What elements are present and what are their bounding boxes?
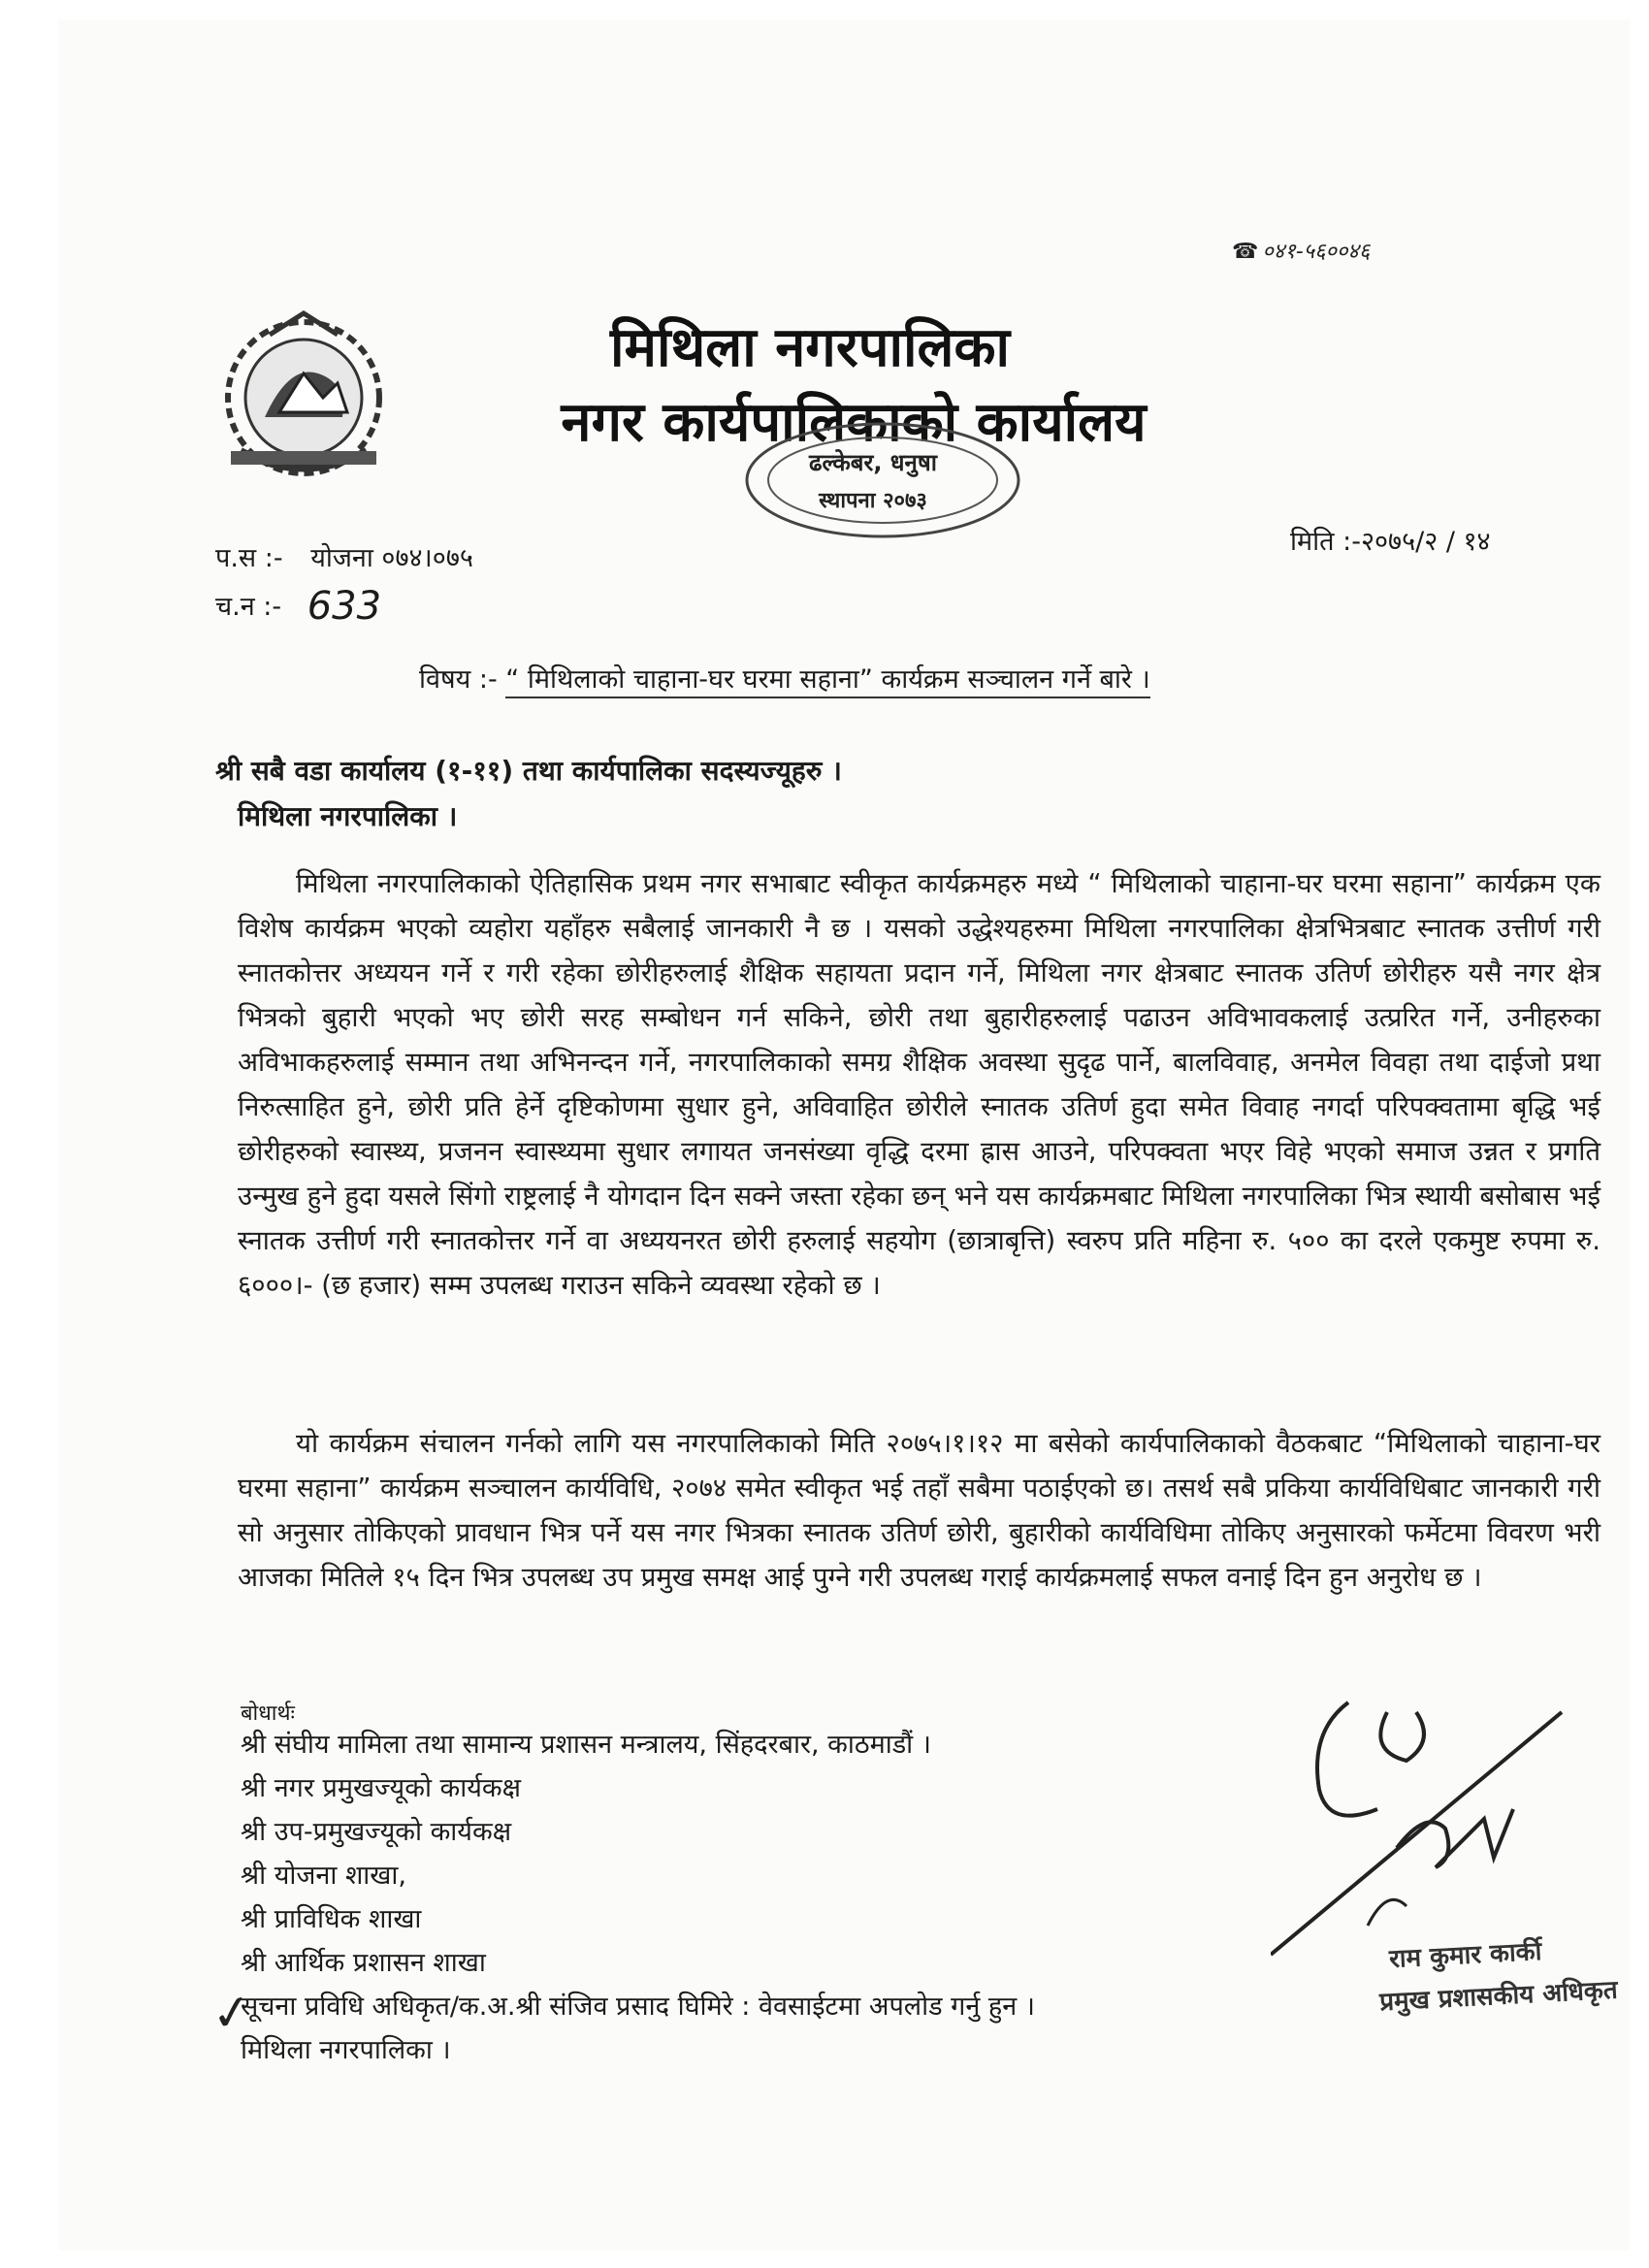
office-title-line2: नगर कार्यपालिकाको कार्यालय	[561, 391, 1147, 454]
chalani-value: 633	[307, 584, 382, 629]
checkmark-icon: ✓	[208, 1982, 256, 2044]
signatory-title-stamp: प्रमुख प्रशासकीय अधिकृत	[1378, 1975, 1619, 2018]
signatory-name-stamp: राम कुमार कार्की	[1388, 1936, 1543, 1975]
bodhartha-label: बोधार्थः	[241, 1701, 295, 1726]
body-paragraph-1: मिथिला नगरपालिकाको ऐतिहासिक प्रथम नगर सभाबाट स्वीकृत कार्यक्रमहरु मध्ये “ मिथिलाको चाहाना-घर घरमा सहाना” कार्यक्रम एक विशेष कार्यक्रम भएको व्यहोरा यहाँहरु सबैलाई जानकारी नै छ । यसको उद्धेश्यहरुमा मिथिला नगरपालिका क्षेत्रभित्रबाट स्नातक उत्तीर्ण गरी स्नातकोत्तर अध्ययन गर्ने र गरी रहेका छोरीहरुलाई शैक्षिक सहायता प्रदान गर्ने, मिथिला नगर क्षेत्रबाट स्नातक उतिर्ण छोरीहरु यसै नगर क्षेत्र भित्रको बुहारी भएको भए छोरी सरह सम्बोधन गर्न सकिने, छोरी तथा बुहारीहरुलाई पढाउन अविभावकलाई उत्प्ररित गर्ने, उनीहरुका अविभाकहरुलाई सम्मान तथा अभिनन्दन गर्ने, नगरपालिकाको समग्र शैक्षिक अवस्था सुदृढ पार्ने, बालविवाह, अनमेल विवहा तथा दाईजो प्रथा निरुत्साहित हुने, छोरी प्रति हेर्ने दृष्टिकोणमा सुधार हुने, अविवाहित छोरीले स्नातक उतिर्ण हुदा समेत विवाह नगर्दा परिपक्वतामा बृद्धि भई छोरीहरुको स्वास्थ्य, प्रजनन स्वास्थ्यमा सुधार लगायत जनसंख्या वृद्धि दरमा ह्रास आउने, परिपक्वता भएर विहे भएको समाज उन्नत र प्रगति उन्मुख हुने हुदा यसले सिंगो राष्ट्रलाई नै योगदान दिन सक्ने जस्ता रहेका छन् भने यस कार्यक्रमबाट मिथिला नगरपालिका भित्र स्थायी बसोबास भई स्नातक उत्तीर्ण गरी स्नातकोत्तर गर्ने वा अध्ययनरत छोरी हरुलाई सहयोग (छात्राबृत्ति) स्वरुप प्रति महिना रु. ५०० का दरले एकमुष्ट रुपमा रु. ६०००।- (छ हजार) सम्म उपलब्ध गराउन सकिने व्यवस्था रहेको छ ।	[238, 868, 1600, 1301]
cc-item: श्री प्राविधिक शाखा	[241, 1904, 422, 1934]
letter-date: मिति :-२०७५/२ / १४	[1290, 527, 1491, 557]
handwritten-signature	[1271, 1673, 1571, 1964]
patra-sankhya-value: योजना ०७४।०७५	[310, 543, 473, 573]
subject-text: “ मिथिलाको चाहाना-घर घरमा सहाना” कार्यक्रम सञ्चालन गर्ने बारे ।	[505, 664, 1150, 698]
chalani-number	[215, 580, 382, 629]
body-paragraph-2: यो कार्यक्रम संचालन गर्नको लागि यस नगरपालिकाको मिति २०७५।१।१२ मा बसेको कार्यपालिकाको वैठकबाट “मिथिलाको चाहाना-घर घरमा सहाना” कार्यक्रम सञ्चालन कार्यविधि, २०७४ समेत स्वीकृत भई तहाँ सबैमा पठाईएको छ। तसर्थ सबै प्रकिया कार्यविधिबाट जानकारी गरी सो अनुसार तोकिएको प्रावधान भित्र पर्ने यस नगर भित्रका स्नातक उतिर्ण छोरी, बुहारीको कार्यविधिमा तोकिए अनुसारको फर्मेटमा विवरण भरी आजका मितिले १५ दिन भित्र उपलब्ध उप प्रमुख समक्ष आई पुग्ने गरी उपलब्ध गराई कार्यक्रमलाई सफल वनाई दिन हुन अनुरोध छ ।	[238, 1428, 1600, 1593]
cc-item: श्री योजना शाखा,	[241, 1861, 406, 1891]
patra-sankhya-label: प.स :-	[215, 543, 283, 573]
stamp-established: स्थापना २०७३	[819, 489, 927, 513]
office-stamp-seal	[737, 417, 1028, 543]
phone-number	[1232, 236, 1370, 265]
telephone-icon: ☎	[1232, 240, 1259, 264]
addressee-line1: श्री सबै वडा कार्यालय (१-११) तथा कार्यपालिका सदस्यज्यूहरु ।	[215, 755, 842, 787]
cc-item: मिथिला नगरपालिका ।	[241, 2035, 451, 2065]
cc-item: श्री आर्थिक प्रशासन शाखा	[241, 1948, 486, 1978]
stamp-location: ढल्केबर, धनुषा	[809, 449, 937, 476]
patra-sankhya	[215, 538, 473, 574]
addressee-line2: मिथिला नगरपालिका ।	[238, 800, 458, 832]
subject-label: विषय :-	[419, 664, 498, 695]
office-title-line1: मिथिला नगरपालिका	[609, 316, 1011, 379]
phone-number-text: ०४१-५६००४६	[1262, 240, 1371, 264]
bodhartha-list	[241, 1723, 1035, 2072]
chalani-label: च.न :-	[215, 592, 282, 622]
subject-line	[419, 660, 1150, 696]
cc-item: श्री उप-प्रमुखज्यूको कार्यकक्ष	[241, 1817, 512, 1847]
cc-item: श्री नगर प्रमुखज्यूको कार्यकक्ष	[241, 1773, 521, 1803]
cc-item: सूचना प्रविधि अधिकृत/क.अ.श्री संजिव प्रसाद घिमिरे : वेवसाईटमा अपलोड गर्नु हुन ।	[241, 1992, 1036, 2022]
cc-item: श्री संघीय मामिला तथा सामान्य प्रशासन मन्त्रालय, सिंहदरबार, काठमाडौं ।	[241, 1730, 931, 1760]
